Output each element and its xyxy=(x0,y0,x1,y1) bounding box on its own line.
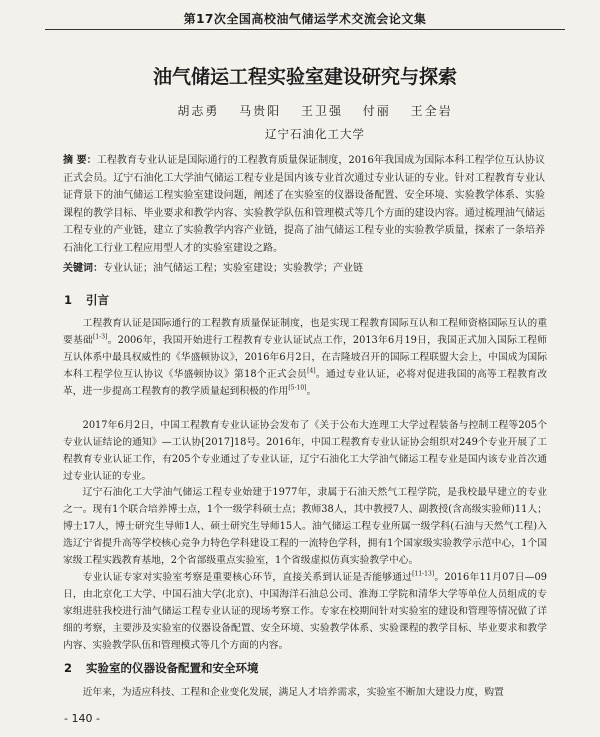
header-rule xyxy=(45,29,565,30)
paragraph-text: 工程教育认证是国际通行的工程教育质量保证制度，也是实现工程教育国际互认和工程师资格国际互认的重要基础 xyxy=(63,318,547,346)
paragraph-2: 2017年6月2日，中国工程教育专业认证协会发布了《关于公布大连理工大学过程装备与控制工程等205个专业认证结论的通知》—工认协[2017]18号。2016年，中国工程教育专业认证协会组织对249个专业开展了工程教育专业认证工作，有205个专业通过了专业认证，辽宁石油化工大学油气储运工程专业是国内该专业首次通过专业认证的专业。 xyxy=(63,420,547,482)
section-heading-1 xyxy=(64,292,109,308)
keywords xyxy=(63,261,545,277)
citation: [4] xyxy=(307,367,316,375)
paragraph-text: 。通过专业认证，必将对促进我国的高等工程教育改革，进一步提高工程教育的教学质量起到积极的作用 xyxy=(63,368,548,397)
paragraph-5: 近年来，为适应科技、工程和企业变化发展，满足人才培养需求，实验室不断加大建设力度，购置 xyxy=(82,687,504,698)
paragraph-text: 专业认证专家对实验室考察是重要核心环节，直接关系到认证是否能够通过 xyxy=(82,572,413,583)
paragraph-text: 。 xyxy=(306,385,317,397)
section-title: 引言 xyxy=(86,293,109,307)
paper-title: 油气储运工程实验室建设研究与探索 xyxy=(152,66,457,88)
paragraph-text: 。2006年，我国开始进行工程教育专业认证试点工作，2013年6月19日，我国正式加入国际工程师互认体系中最具权威性的《华盛顿协议》，2016年6月2日，在吉隆坡召开的国际工程联盟大会上，中国成为国际本科工程学位互认协议《华盛顿协议》第18个正式会员 xyxy=(63,334,547,380)
section-title: 实验室的仪器设备配置和安全环境 xyxy=(86,661,259,675)
affiliation: 辽宁石油化工大学 xyxy=(265,127,365,141)
author-list: 胡志勇 马贵阳 王卫强 付丽 王全岩 xyxy=(177,104,453,118)
paragraph-4 xyxy=(63,570,547,655)
paragraph-3: 辽宁石油化工大学油气储运工程专业始建于1977年，隶属于石油天然气工程学院，是我校最早建立的专业之一。现有1个联合培养博士点，1个一级学科硕士点；教师38人，其中教授7人、副教授(含高级实验师)11人；博士17人，博士研究生导师1人、硕士研究生导师15人。油气储运工程专业所属一级学科(石油与天然气工程)入选辽宁省提升高等学校核心竞争力特色学科建设工程的一流特色学科，拥有1个国家级实验教学示范中心，1个国家级工程实践教育基地，2个省部级重点实验室，1个省级虚拟仿真实验教学中心。 xyxy=(63,487,547,566)
page-number: - 140 - xyxy=(64,712,100,725)
citation: [1-3] xyxy=(93,333,108,341)
section-number: 2 xyxy=(64,661,73,675)
running-header: 第17次全国高校油气储运学术交流会论文集 xyxy=(183,12,427,26)
abstract xyxy=(63,152,545,257)
paragraph-1 xyxy=(63,316,547,401)
citation: [5-10] xyxy=(288,384,307,392)
keywords-text: 专业认证；油气储运工程；实验室建设；实验教学；产业链 xyxy=(103,263,363,274)
section-heading-2 xyxy=(64,660,259,676)
section-number: 1 xyxy=(64,293,73,307)
abstract-label: 摘 要： xyxy=(63,155,97,166)
keywords-label: 关键词： xyxy=(63,263,103,274)
paragraph-text: 。2016年11月07日—09日，由北京化工大学、中国石油大学(北京)、中国海洋石油总公司、淮海工学院和清华大学等单位人员组成的专家组进驻我校进行油气储运工程专业认证的现场考察工作。专家在校期间针对实验室的建设和管理等情况做了详细的考察，主要涉及实验室的仪器设备配置、安全环境、实验教学体系、实验课程的教学目标、毕业要求和教学内容、实验教学队伍和管理模式等几个方面的内容。 xyxy=(63,572,547,651)
citation: [11-13] xyxy=(412,570,435,578)
abstract-text: 工程教育专业认证是国际通行的工程教育质量保证制度，2016年我国成为国际本科工程学位互认协议正式会员。辽宁石油化工大学油气储运工程专业是国内该专业首次通过专业认证的专业。针对工程教育专业认证背景下的油气储运工程实验室建设问题，阐述了在实验室的仪器设备配置、安全环境、实验教学体系、实验课程的教学目标、毕业要求和教学内容、实验教学队伍和管理模式等几个方面的建设内容。通过梳理油气储运工程专业的产业链，建立了实验教学内容产业链，提高了油气储运工程专业的实验教学质量，探索了一条培养石油化工行业工程应用型人才的实验室建设之路。 xyxy=(63,155,545,254)
